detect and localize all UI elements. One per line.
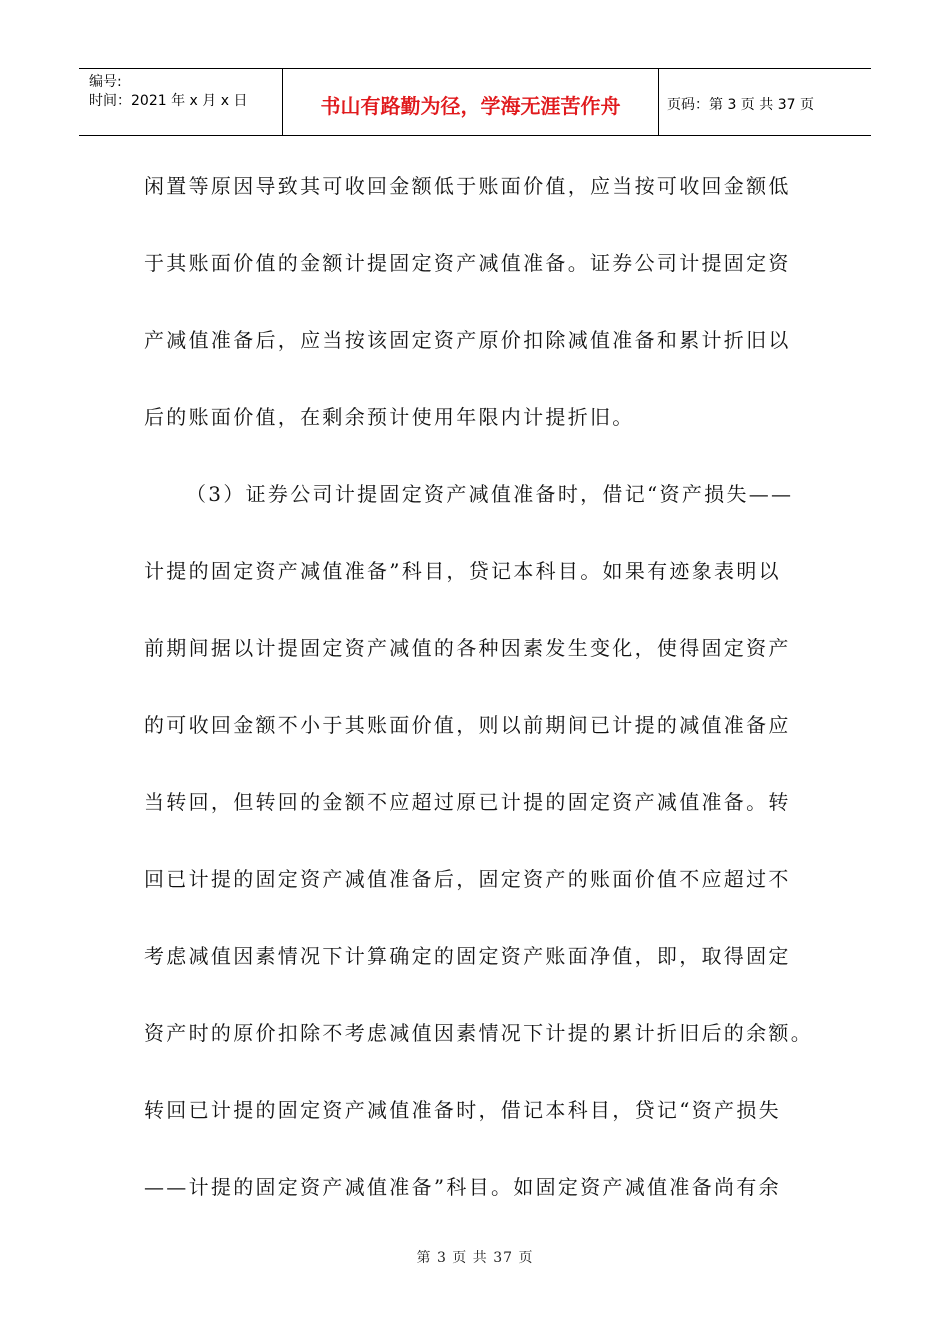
body-line: 的可收回金额不小于其账面价值，则以前期间已计提的减值准备应 <box>144 713 791 737</box>
header-meta <box>79 69 283 135</box>
body-line: （3）证券公司计提固定资产减值准备时，借记“资产损失—— <box>186 482 794 506</box>
body-line: 前期间据以计提固定资产减值的各种因素发生变化，使得固定资产 <box>144 636 791 660</box>
body-line: ——计提的固定资产减值准备”科目。如固定资产减值准备尚有余 <box>144 1175 781 1199</box>
body-line: 计提的固定资产减值准备”科目，贷记本科目。如果有迹象表明以 <box>144 559 781 583</box>
page-footer: 第 3 页 共 37 页 <box>416 1250 534 1266</box>
body-line: 回已计提的固定资产减值准备后，固定资产的账面价值不应超过不 <box>144 867 791 891</box>
body-line: 转回已计提的固定资产减值准备时，借记本科目，贷记“资产损失 <box>144 1098 781 1122</box>
body-line: 闲置等原因导致其可收回金额低于账面价值，应当按可收回金额低 <box>144 174 791 198</box>
header-motto: 书山有路勤为径，学海无涯苦作舟 <box>283 69 659 135</box>
document-date-label: 时间：2021 年 x 月 x 日 <box>89 93 248 109</box>
document-number-label: 编号: <box>89 74 122 90</box>
document-body <box>144 148 824 1226</box>
body-line: 于其账面价值的金额计提固定资产减值准备。证券公司计提固定资 <box>144 251 791 275</box>
body-line: 后的账面价值，在剩余预计使用年限内计提折旧。 <box>144 405 635 429</box>
body-line: 资产时的原价扣除不考虑减值因素情况下计提的累计折旧后的余额。 <box>144 1021 813 1045</box>
body-line: 产减值准备后，应当按该固定资产原价扣除减值准备和累计折旧以 <box>144 328 791 352</box>
body-line: 考虑减值因素情况下计算确定的固定资产账面净值，即，取得固定 <box>144 944 791 968</box>
body-line: 当转回，但转回的金额不应超过原已计提的固定资产减值准备。转 <box>144 790 791 814</box>
document-header <box>79 68 871 136</box>
header-page-indicator: 页码：第 3 页 共 37 页 <box>667 97 814 113</box>
